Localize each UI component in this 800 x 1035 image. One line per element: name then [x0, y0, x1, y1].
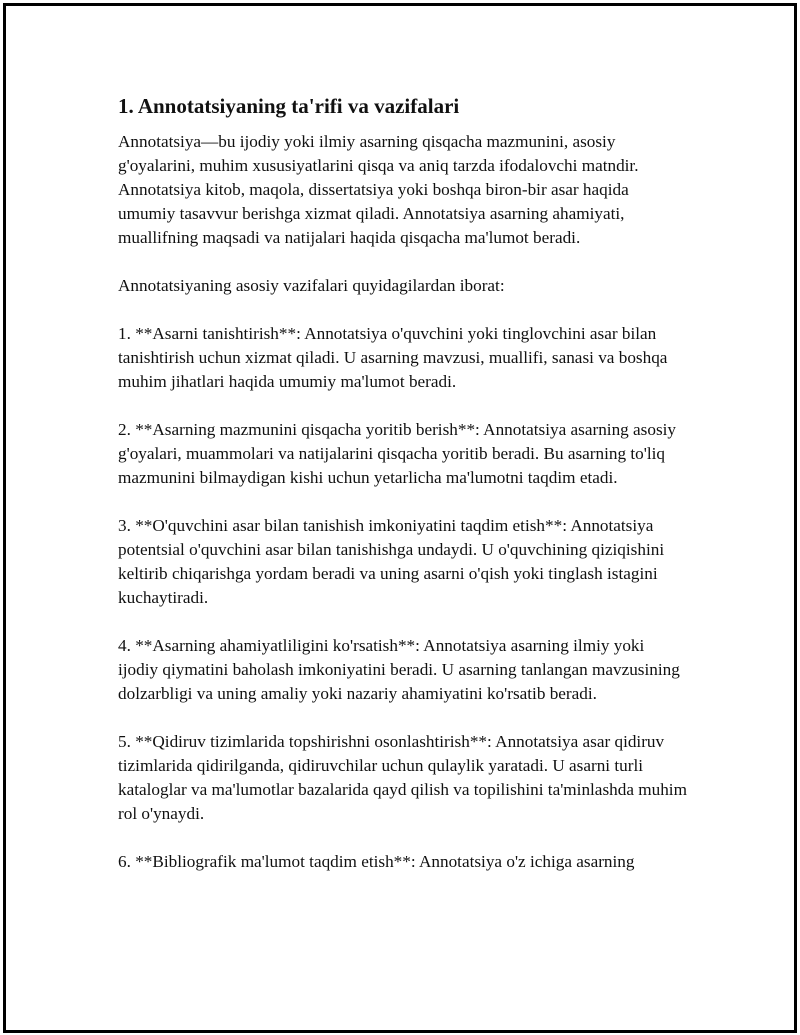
list-item-1: 1. **Asarni tanishtirish**: Annotatsiya o'quvchini yoki tinglovchini asar bilan tanishtirish uchun xizmat qiladi. U asarning mavzusi, muallifi, sanasi va boshqa muhim jihatlari haqida umumiy ma'lumot beradi.	[118, 324, 668, 391]
paragraph-functions-intro: Annotatsiyaning asosiy vazifalari quyidagilardan iborat:	[118, 276, 505, 295]
list-item-3: 3. **O'quvchini asar bilan tanishish imkoniyatini taqdim etish**: Annotatsiya potentsial o'quvchini asar bilan tanishishga undaydi. U o'quvchining qiziqishini keltirib chiqarishga yordam beradi va uning asarni o'qish yoki tinglash istagini kuchaytiradi.	[118, 516, 665, 607]
paragraph-definition: Annotatsiya—bu ijodiy yoki ilmiy asarning qisqacha mazmunini, asosiy g'oyalarini, muhim xususiyatlarini qisqa va aniq tarzda ifodalovchi matndir. Annotatsiya kitob, maqola, dissertatsiya yoki boshqa biron-bir asar haqida umumiy tasavvur berishga xizmat qiladi. Annotatsiya asarning ahamiyati, muallifning maqsadi va natijalari haqida qisqacha ma'lumot beradi.	[118, 132, 639, 247]
list-item-6: 6. **Bibliografik ma'lumot taqdim etish**: Annotatsiya o'z ichiga asarning	[118, 852, 635, 871]
document-body	[118, 92, 688, 898]
list-item-5: 5. **Qidiruv tizimlarida topshirishni osonlashtirish**: Annotatsiya asar qidiruv tizimlarida qidirilganda, qidiruvchilar uchun qulaylik yaratadi. U asarni turli kataloglar va ma'lumotlar bazalarida qayd qilish va topilishini ta'minlashda muhim rol o'ynaydi.	[118, 732, 687, 823]
list-item-4: 4. **Asarning ahamiyatliligini ko'rsatish**: Annotatsiya asarning ilmiy yoki ijodiy qiymatini baholash imkoniyatini beradi. U asarning tanlangan mavzusining dolzarbligi va uning amaliy yoki nazariy ahamiyatini ko'rsatib beradi.	[118, 636, 680, 703]
document-title: 1. Annotatsiyaning ta'rifi va vazifalari	[118, 94, 460, 118]
list-item-2: 2. **Asarning mazmunini qisqacha yoritib berish**: Annotatsiya asarning asosiy g'oyalari, muammolari va natijalarini qisqacha yoritib beradi. Bu asarning to'liq mazmunini bilmaydigan kishi uchun yetarlicha ma'lumotni taqdim etadi.	[118, 420, 677, 487]
